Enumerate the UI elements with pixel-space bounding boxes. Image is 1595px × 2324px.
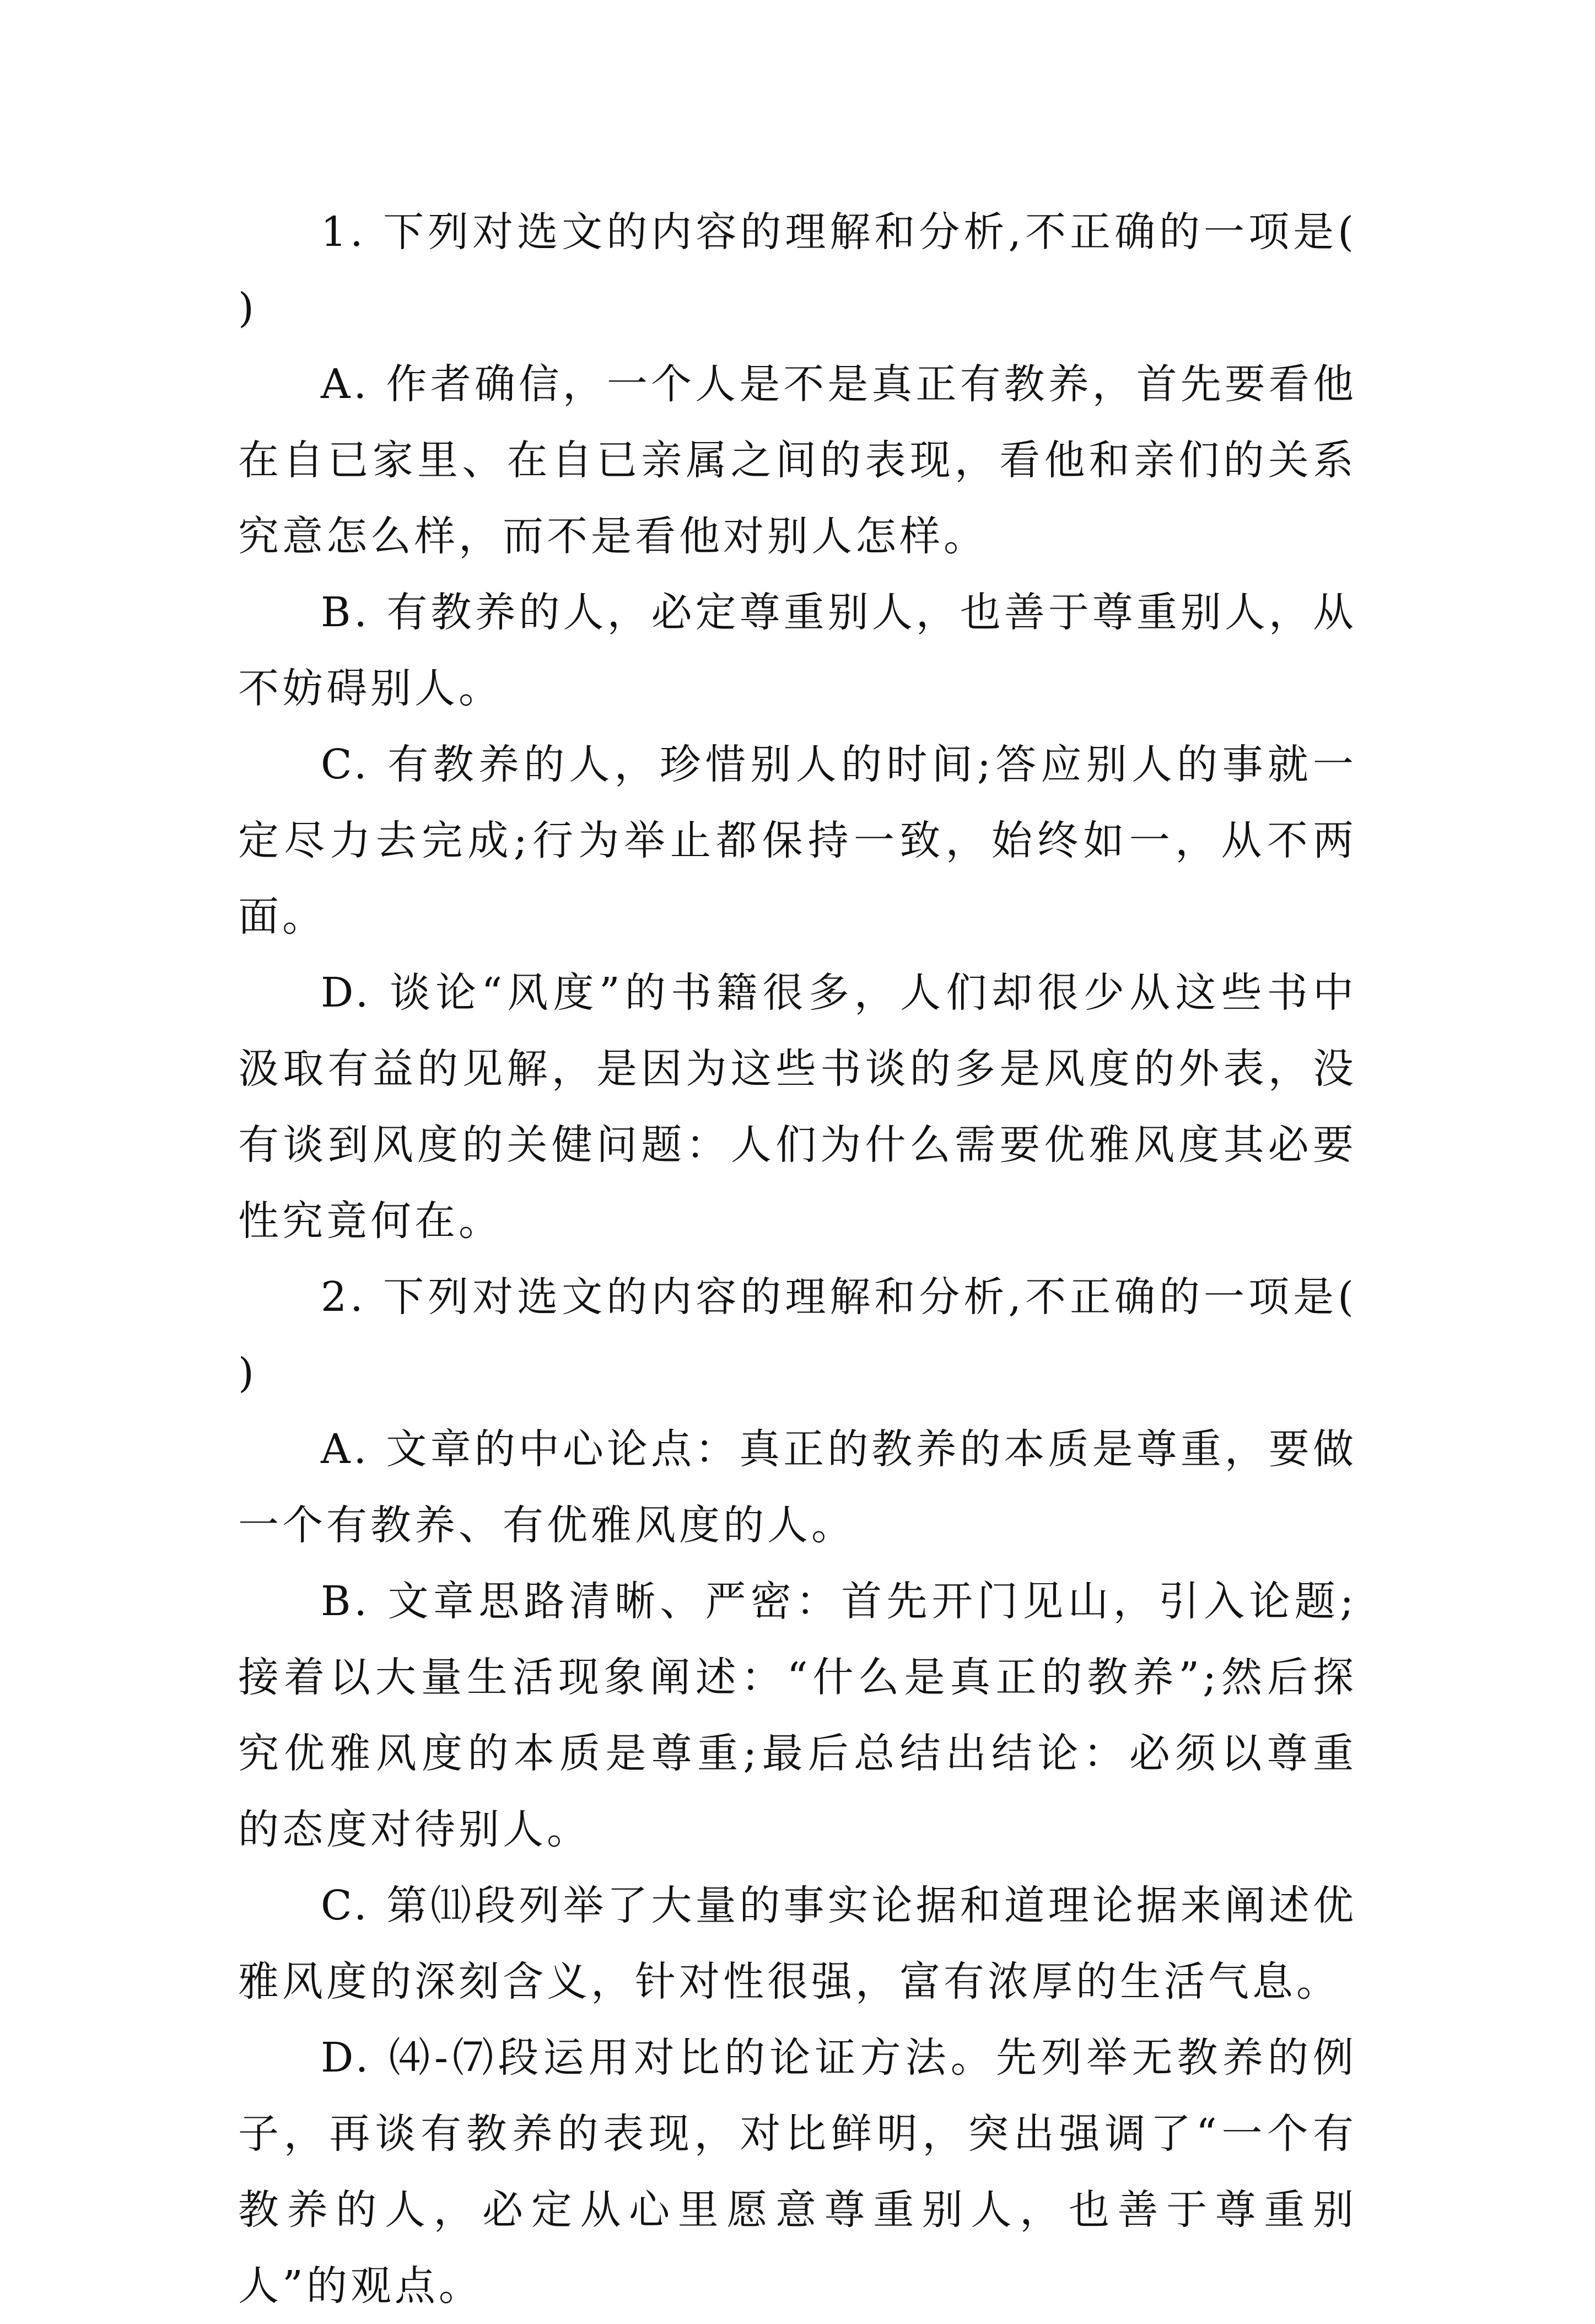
question-1-stem: 1. 下列对选文的内容的理解和分析,不正确的一项是( ) — [238, 208, 1357, 332]
question-1-option-a: A. 作者确信，一个人是不是真正有教养，首先要看他在自已家里、在自已亲属之间的表现，看他和亲们的关系究意怎么样，而不是看他对别人怎样。 — [238, 361, 1357, 560]
question-2-option-a: A. 文章的中心论点：真正的教养的本质是尊重，要做一个有教养、有优雅风度的人。 — [238, 1425, 1357, 1549]
question-2-stem: 2. 下列对选文的内容的理解和分析,不正确的一项是( ) — [238, 1273, 1357, 1397]
question-1-option-c: C. 有教养的人，珍惜别人的时间;答应别人的事就一定尽力去完成;行为举止都保持一致，始终如一，从不两面。 — [238, 741, 1357, 940]
question-2-option-b: B. 文章思路清晰、严密：首先开门见山，引入论题;接着以大量生活现象阐述：“什么是真正的教养”;然后探究优雅风度的本质是尊重;最后总结出结论：必须以尊重的态度对待别人。 — [238, 1578, 1357, 1853]
document-body — [238, 194, 1357, 2324]
question-1-option-d: D. 谈论“风度”的书籍很多，人们却很少从这些书中汲取有益的见解，是因为这些书谈的多是风度的外表，没有谈到风度的关健问题：人们为什么需要优雅风度其必要性究竟何在。 — [238, 969, 1357, 1245]
question-2-option-d: D. ⑷-⑺段运用对比的论证方法。先列举无教养的例子，再谈有教养的表现，对比鲜明，突出强调了“一个有教养的人，必定从心里愿意尊重别人，也善于尊重别人”的观点。 — [238, 2034, 1357, 2310]
question-1-option-b: B. 有教养的人，必定尊重别人，也善于尊重别人，从不妨碍别人。 — [238, 589, 1357, 712]
question-2-option-c: C. 第⑾段列举了大量的事实论据和道理论据来阐述优雅风度的深刻含义，针对性很强，富有浓厚的生活气息。 — [238, 1882, 1357, 2005]
